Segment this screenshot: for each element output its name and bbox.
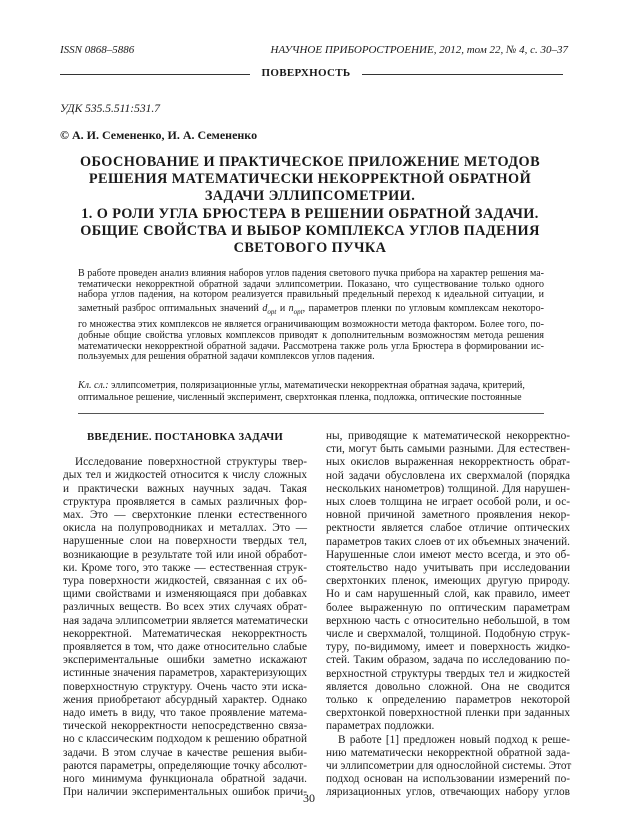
body-line: некорректной. Математическая некорректность [63,627,307,640]
left-column [63,430,307,799]
body-line: ной задачи обусловлена их сверхмалой (порядка [326,469,570,482]
body-line: тура поверхности жидкостей, связанная с их об- [63,575,307,588]
abstract-line: пользуемых для решения обратной задачи комплексов углов падения. [78,351,375,363]
body-line: проявляется в том, что даже относительно слабые [63,641,307,654]
body-line: более выраженную по оптическим параметрам [326,601,570,614]
abstract-text: параметров пленки по угловым комплексам некоторо- [308,302,545,314]
abstract-line: го множества этих комплексов не является ограничивающим возможности метода фактором. Более того, по- [78,319,544,331]
body-line: ректности является слабое отличие оптических [326,522,570,535]
body-line: различных веществ. Во всех этих случаях обрат- [63,601,307,614]
body-line: только к определению параметров некоторой [326,694,570,707]
body-line: ная задача эллипсометрии является математически [63,614,309,627]
body-line: надо иметь в виду, что такое проявление матема- [63,707,307,720]
body-line: тической некорректности непосредственно связа- [63,720,307,733]
abstract-line: В работе проведен анализ влияния наборов углов падения светового пучка прибора на характер решения ма- [78,268,544,279]
body-line: числе и сверхмалой, толщиной. Подобную струк- [326,628,570,641]
body-line: истинные значения параметров, характеризующих [63,667,307,680]
body-line: При наличии экспериментальных ошибок причи- [63,786,307,799]
subscript-opt: opt [267,307,277,316]
title-line: ОБЩИЕ СВОЙСТВА И ВЫБОР КОМПЛЕКСА УГЛОВ ПАДЕНИЯ [80,222,540,239]
body-line: туру, по-видимому, имеет и поверхность жидко- [326,641,570,654]
section-heading: ВВЕДЕНИЕ. ПОСТАНОВКА ЗАДАЧИ [87,431,283,443]
abstract-line: добные общие свойства угловых комплексов приводят к дополнительным возможностям метода решения [78,329,544,341]
authors: © А. И. Семененко, И. А. Семененко [60,128,258,142]
body-line: возникающие в результате той или иной обработ- [63,548,307,561]
abstract [78,269,544,363]
symbol-n: n [288,302,294,314]
title-line: 1. О РОЛИ УГЛА БРЮСТЕРА В РЕШЕНИИ ОБРАТНОЙ ЗАДАЧИ. [81,205,539,222]
keywords [78,380,544,403]
article-title [80,154,540,257]
body-line: мах. Это — сверхтонкие пленки естественного [63,509,307,522]
body-line: нарушенные слои на поверхности твердых тел, [63,535,307,548]
body-line: ляризационных углов, отвечающих набору углов [326,786,570,799]
section-rule-right [362,74,563,75]
title-line: РЕШЕНИЯ МАТЕМАТИЧЕСКИ НЕКОРРЕКТНОЙ ОБРАТНОЙ [88,171,532,188]
body-line: стоятельство надо учитывать при исследовании [326,562,570,575]
body-line: но с классическим подходом к решению обратной [63,733,307,746]
title-line: СВЕТОВОГО ПУЧКА [233,240,387,257]
body-line: нию математически некорректной обратной зада- [326,746,570,759]
issn-label: ISSN 0868–5886 [60,44,135,56]
symbol-d: d [262,302,268,314]
body-line: Исследование поверхностной структуры твер- [75,456,307,469]
punctuation: , [302,302,306,314]
section-banner [60,67,563,81]
body-line: подход основан на использовании измерений по- [326,773,570,786]
body-line: задачи. В этом случае в качестве решения выби- [63,746,307,759]
abstract-line: тематически некорректной обратной задачи эллипсометрии. Показано, что существование только одного [78,278,544,290]
body-line: дых тел и жидкостей относится к числу сложных [63,469,307,482]
body-line: чи эллипсометрии для однослойной системы. Этот [326,760,572,773]
body-line: Но и сам нарушенный слой, как правило, имеет [326,588,570,601]
body-line: ных окислов выраженная некорректность обрат- [326,456,570,469]
body-line: раются параметры, определяющие точку абсолют- [63,759,307,772]
body-line: сверхтонких пленок, имеющих другую природу. [326,575,570,588]
body-line: окисла на полупроводниках и металлах. Это — [63,522,307,535]
subscript-opt: opt [293,307,303,316]
body-line: нескольких нанометров) толщиной. Для нарушен- [326,482,570,495]
section-title: ПОВЕРХНОСТЬ [261,67,351,79]
conjunction: и [279,302,286,314]
body-line: является довольно сложной. Она не сводится [326,680,570,693]
keywords-line [78,380,544,392]
body-line: новной причиной заметного проявления некор- [326,509,570,522]
body-line: ных слоев толщина не играет особой роли, и ос- [326,496,570,509]
right-column [326,430,570,800]
title-line: ОБОСНОВАНИЕ И ПРАКТИЧЕСКОЕ ПРИЛОЖЕНИЕ МЕТОДОВ [80,154,541,170]
page-number: 30 [303,791,315,805]
keywords-text: эллипсометрия, поляризационные углы, математически некорректная обратная задача, критерий, [111,380,525,391]
abstract-formula-line [78,301,544,321]
body-line: верхностной структуры твердых тел и жидкостей [326,667,570,680]
body-line: поверхностную структуру. Очень часто эти иска- [63,680,307,693]
body-line: структура проявляется в самых различных фор- [63,495,307,508]
body-line: сверхтонкой поверхностной пленки при заданных [326,707,570,720]
section-rule-left [60,74,250,75]
body-line: сти, могут быть самыми разными. Для естествен- [326,443,570,456]
body-line: жения приобретают абсурдный характер. Однако [63,693,307,706]
title-line: ЗАДАЧИ ЭЛЛИПСОМЕТРИИ. [204,188,416,205]
body-line: и практически важных научных задач. Такая [63,482,307,495]
keywords-label: Кл. сл.: [78,380,109,391]
body-line: верхнюю часть с относительно небольшой, в том [326,614,570,627]
body-line: В работе [1] предложен новый подход к реше- [338,733,570,746]
abstract-line: математически некорректной обратной задачи. Рассмотрена также роль угла Брюстера в формировании ис- [78,340,544,352]
body-line: Нарушенные слои имеют место всегда, и это об- [326,548,570,561]
body-line: стей. Таким образом, задача по исследованию по- [326,654,570,667]
body-line: щими свойствами и изменяющаяся при добавках [63,588,307,601]
body-line: экспериментальные ошибки заметно искажают [63,654,307,667]
body-line: ки. Кроме того, это также — естественная струк- [63,561,307,574]
abstract-line: набора углов падения, на котором реализуется правильный предельный переход к идеальной ситуации, и [78,289,544,301]
body-line: ного минимума функционала обратной задачи. [63,773,307,786]
body-line: ны, приводящие к математической некорректно- [326,430,570,442]
udk-code: УДК 535.5.511:531.7 [60,103,160,115]
divider [78,413,544,414]
abstract-text: заметный разброс оптимальных значений [78,302,259,314]
body-line: параметрах подложки. [326,720,435,733]
body-line: параметров таких слоев от их объемных значений. [326,535,570,548]
journal-citation: НАУЧНОЕ ПРИБОРОСТРОЕНИЕ, 2012, том 22, № 4, с. 30–37 [270,44,568,56]
keywords-line: оптимальное решение, численный эксперимент, сверхтонкая пленка, подложка, оптические постоянные [78,391,522,403]
